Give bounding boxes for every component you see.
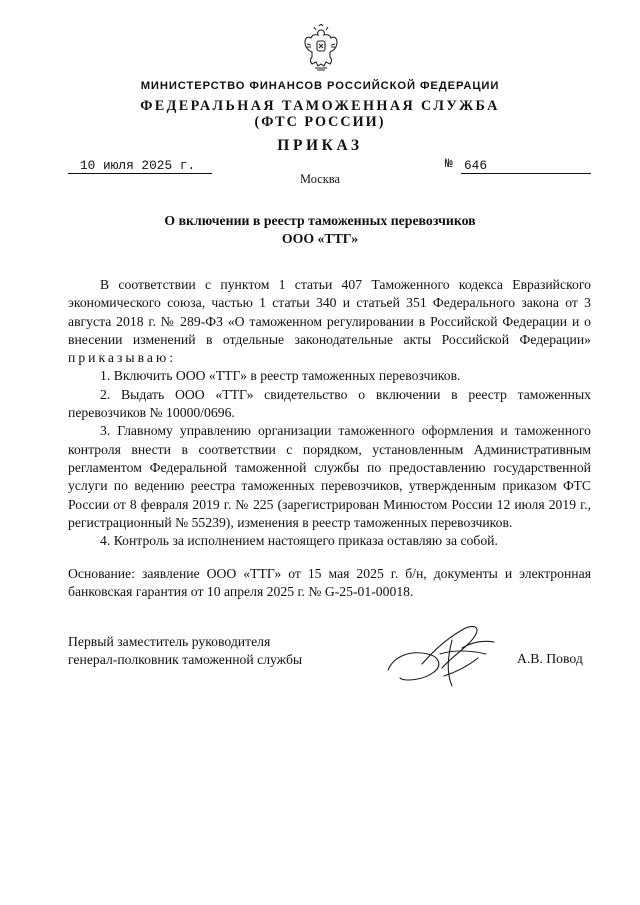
service-name: ФЕДЕРАЛЬНАЯ ТАМОЖЕННАЯ СЛУЖБА [140, 98, 500, 114]
ministry-name: МИНИСТЕРСТВО ФИНАНСОВ РОССИЙСКОЙ ФЕДЕРАЦИИ [140, 80, 500, 92]
order-word: приказываю: [68, 350, 177, 366]
signer-position-line-1: Первый заместитель руководителя [68, 634, 271, 649]
preamble-paragraph [68, 276, 591, 367]
order-subject [0, 212, 640, 248]
document-type: ПРИКАЗ [277, 137, 363, 154]
order-item: 3. Главному управлению организации таможенного оформления и таможенного контроля внести в соответствии с порядком, установленным Административным регламентом Федеральной таможенной службы по предоставлению государственной услуги по ведению реестра таможенных перевозчиков, утвержденным приказом ФТС России от 8 февраля 2019 г. № 225 (зарегистрирован Минюстом России 12 июля 2019 г., регистрационный № 55239), изменения в реестр таможенных перевозчиков. [68, 423, 591, 530]
preamble-text: В соответствии с пунктом 1 статьи 407 Таможенного кодекса Евразийского экономического союза, частью 1 статьи 340 и статьей 351 Федерального закона от 3 августа 2018 г. № 289-ФЗ «О таможенном регулировании в Российской Федерации и о внесении изменений в отдельные законодательные акты Российской Федерации» [68, 277, 591, 347]
subject-line-2: ООО «ТТГ» [281, 231, 359, 246]
order-number-label: № [445, 156, 453, 171]
signer-position-line-2: генерал-полковник таможенной службы [68, 652, 303, 668]
service-abbreviation: (ФТС РОССИИ) [254, 114, 386, 130]
signer-position [68, 633, 368, 670]
order-date: 10 июля 2025 г. [80, 158, 196, 173]
order-item: 2. Выдать ООО «ТТГ» свидетельство о включении в реестр таможенных перевозчиков № 10000/0696. [68, 386, 591, 421]
order-number: 646 [464, 158, 488, 173]
handwritten-signature [382, 620, 500, 690]
city: Москва [300, 172, 340, 186]
order-item: 4. Контроль за исполнением настоящего приказа оставляю за собой. [100, 533, 498, 549]
subject-line-1: О включении в реестр таможенных перевозчиков [164, 213, 476, 228]
double-headed-eagle-icon [302, 24, 340, 72]
order-basis: Основание: заявление ООО «ТТГ» от 15 мая 2025 г. б/н, документы и электронная банковская гарантия от 10 апреля 2025 г. № G-25-01-00018. [68, 566, 591, 600]
order-body [68, 276, 591, 550]
signer-name: А.В. Повод [517, 651, 583, 666]
order-item: 1. Включить ООО «ТТГ» в реестр таможенных перевозчиков. [100, 368, 461, 384]
